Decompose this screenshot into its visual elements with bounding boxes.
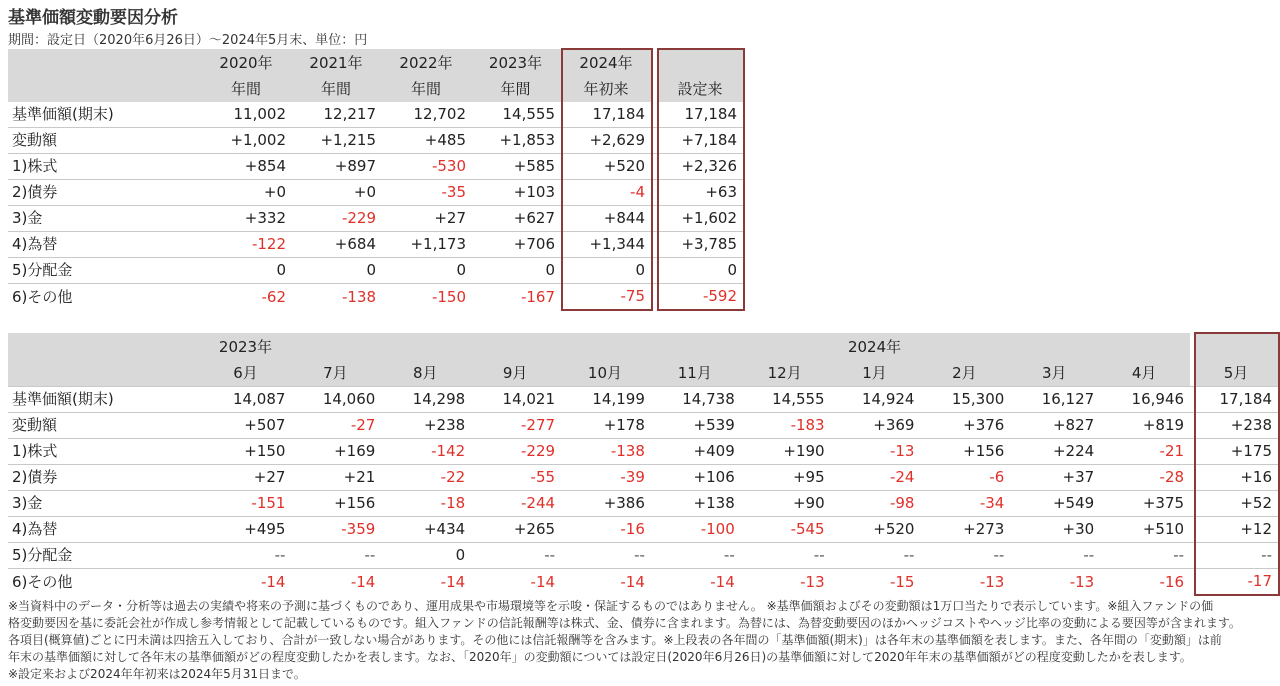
table-cell: +520 <box>831 517 921 543</box>
table-cell: 14,738 <box>651 387 741 413</box>
table-cell: 14,924 <box>831 387 921 413</box>
table-cell: -14 <box>471 569 561 596</box>
table-row <box>8 128 744 154</box>
table-cell: -592 <box>658 284 744 311</box>
table-cell: -35 <box>382 180 472 206</box>
table-cell: +265 <box>471 517 561 543</box>
table-cell: -244 <box>471 491 561 517</box>
header-since-inception: 設定来 <box>658 76 744 102</box>
table-cell: +150 <box>202 439 292 465</box>
table-cell: 16,127 <box>1010 387 1100 413</box>
table-cell: 0 <box>562 258 652 284</box>
table-cell: +224 <box>1010 439 1100 465</box>
row-label: 3)金 <box>8 206 202 232</box>
table-cell: 0 <box>381 543 471 569</box>
table-cell: -- <box>920 543 1010 569</box>
table-cell: +1,002 <box>202 128 292 154</box>
table-cell: +539 <box>651 413 741 439</box>
table-row <box>8 284 744 311</box>
table-cell: +485 <box>382 128 472 154</box>
table-cell: -27 <box>291 413 381 439</box>
table-cell: -- <box>651 543 741 569</box>
table-cell: +0 <box>202 180 292 206</box>
table-cell: +1,853 <box>472 128 562 154</box>
table-row <box>8 206 744 232</box>
table-cell: +175 <box>1195 439 1279 465</box>
table-cell: +549 <box>1010 491 1100 517</box>
row-label: 1)株式 <box>8 154 202 180</box>
table-cell: -- <box>202 543 292 569</box>
page-title: 基準価額変動要因分析 <box>8 8 178 28</box>
table-cell: -39 <box>561 465 651 491</box>
table-cell: +386 <box>561 491 651 517</box>
row-label: 4)為替 <box>8 232 202 258</box>
table-cell: +684 <box>292 232 382 258</box>
table-cell: +178 <box>561 413 651 439</box>
table-cell: -167 <box>472 284 562 311</box>
table-cell: +12 <box>1195 517 1279 543</box>
table-cell: +27 <box>202 465 292 491</box>
header-annual-2020: 年間 <box>202 76 292 102</box>
header-month: 4月 <box>1100 360 1190 387</box>
table-row <box>8 439 1279 465</box>
table-cell: +409 <box>651 439 741 465</box>
header-year-2024: 2024年 <box>831 333 921 360</box>
table-cell: +190 <box>741 439 831 465</box>
table1-header-row-bottom <box>8 76 744 102</box>
table-cell: -75 <box>562 284 652 311</box>
table-cell: +375 <box>1100 491 1190 517</box>
table-cell: +369 <box>831 413 921 439</box>
table-cell: +510 <box>1100 517 1190 543</box>
table-cell: 14,199 <box>561 387 651 413</box>
table-cell: +2,326 <box>658 154 744 180</box>
table-cell: -16 <box>1100 569 1190 596</box>
table-cell: -138 <box>561 439 651 465</box>
row-label: 1)株式 <box>8 439 202 465</box>
table-cell: +495 <box>202 517 292 543</box>
table-cell: +854 <box>202 154 292 180</box>
table-cell: 12,217 <box>323 105 376 123</box>
table-cell: 12,702 <box>413 105 466 123</box>
table-cell: -6 <box>920 465 1010 491</box>
table-cell: -359 <box>291 517 381 543</box>
table-row <box>8 543 1279 569</box>
table-cell: +897 <box>292 154 382 180</box>
table-cell: 15,300 <box>920 387 1010 413</box>
header-month: 8月 <box>381 360 471 387</box>
table-cell: +376 <box>920 413 1010 439</box>
table-cell: -24 <box>831 465 921 491</box>
header-since-inception-top <box>658 49 744 76</box>
table-cell: +95 <box>741 465 831 491</box>
table-cell: -183 <box>741 413 831 439</box>
table-row <box>8 102 744 128</box>
header-blank-cell <box>8 49 202 76</box>
table-cell: +156 <box>291 491 381 517</box>
header-month-latest: 5月 <box>1195 360 1279 387</box>
table-cell: -- <box>1100 543 1190 569</box>
table-cell: -- <box>831 543 921 569</box>
table-cell: +169 <box>291 439 381 465</box>
header-month: 7月 <box>291 360 381 387</box>
header-month: 2月 <box>920 360 1010 387</box>
row-label: 基準価額(期末) <box>8 387 202 413</box>
header-month: 6月 <box>202 360 292 387</box>
footnote-line: 各項目(概算値)ごとに円未満は四捨五入しており、合計が一致しない場合があります。その他には信託報酬等を含みます。※上段表の各年間の「基準価額(期末)」は各年末の基準価額を表します。また、各年間の「変動額」は前 <box>8 633 1222 647</box>
header-blank-cell <box>8 76 202 102</box>
table-cell: +819 <box>1100 413 1190 439</box>
table1-header-row-top <box>8 49 744 76</box>
table-cell: -17 <box>1195 569 1279 596</box>
table-cell: -16 <box>561 517 651 543</box>
table-cell: 14,060 <box>291 387 381 413</box>
table-cell: -13 <box>831 439 921 465</box>
footnote-line: ※設定来および2024年年初来は2024年5月31日まで。 <box>8 667 306 681</box>
table-cell: -13 <box>741 569 831 596</box>
header-annual-2021: 年間 <box>292 76 382 102</box>
table-cell: 0 <box>658 258 744 284</box>
row-label: 変動額 <box>8 413 202 439</box>
table-cell: +2,629 <box>562 128 652 154</box>
table-row <box>8 569 1279 596</box>
header-ytd: 年初来 <box>562 76 652 102</box>
table-cell: 17,184 <box>562 102 652 128</box>
table-cell: +7,184 <box>658 128 744 154</box>
header-year-2024: 2024年 <box>562 49 652 76</box>
table-cell: -14 <box>381 569 471 596</box>
table-cell: +273 <box>920 517 1010 543</box>
table-cell: +706 <box>472 232 562 258</box>
header-month: 3月 <box>1010 360 1100 387</box>
table-cell: 14,555 <box>741 387 831 413</box>
table-cell: -13 <box>1010 569 1100 596</box>
table-cell: -34 <box>920 491 1010 517</box>
table-cell: -13 <box>920 569 1010 596</box>
row-label: 2)債券 <box>8 465 202 491</box>
footnote-line: ※当資料中のデータ・分析等は過去の実績や将来の予測に基づくものであり、運用成果や市場環境等を示唆・保証するものではありません。 ※基準価額およびその変動額は1万口当たりで表示しています。※組入ファンドの価 <box>8 599 1214 613</box>
table-cell: +21 <box>291 465 381 491</box>
table-cell: 14,555 <box>502 105 555 123</box>
table-cell: -277 <box>471 413 561 439</box>
table-cell: -- <box>1010 543 1100 569</box>
table-row <box>8 413 1279 439</box>
table-cell: 11,002 <box>233 105 286 123</box>
table-cell: 0 <box>472 258 562 284</box>
row-label: 基準価額(期末) <box>12 105 114 123</box>
table-cell: +238 <box>1195 413 1279 439</box>
table-cell: +520 <box>562 154 652 180</box>
row-label: 6)その他 <box>8 569 202 596</box>
row-label: 4)為替 <box>8 517 202 543</box>
table-cell: -14 <box>291 569 381 596</box>
table-cell: -229 <box>292 206 382 232</box>
table-cell: -62 <box>202 284 292 311</box>
table-cell: +507 <box>202 413 292 439</box>
table-cell: -55 <box>471 465 561 491</box>
table-cell: +16 <box>1195 465 1279 491</box>
table-cell: -142 <box>381 439 471 465</box>
header-month: 1月 <box>831 360 921 387</box>
table-row <box>8 465 1279 491</box>
table-cell: -14 <box>202 569 292 596</box>
header-month: 12月 <box>741 360 831 387</box>
header-year-2020: 2020年 <box>202 49 292 76</box>
table-cell: 0 <box>382 258 472 284</box>
table-row <box>8 232 744 258</box>
header-year-2021: 2021年 <box>292 49 382 76</box>
table-cell: 14,298 <box>381 387 471 413</box>
header-annual-2023: 年間 <box>472 76 562 102</box>
row-label: 3)金 <box>8 491 202 517</box>
table-cell: +627 <box>472 206 562 232</box>
table-row <box>8 517 1279 543</box>
header-month: 9月 <box>471 360 561 387</box>
table-cell: -150 <box>382 284 472 311</box>
table-cell: +37 <box>1010 465 1100 491</box>
table-cell: -4 <box>562 180 652 206</box>
table-cell: -100 <box>651 517 741 543</box>
table-cell: +103 <box>472 180 562 206</box>
table-cell: -- <box>471 543 561 569</box>
annual-change-table <box>8 48 745 311</box>
row-label: 6)その他 <box>8 284 202 311</box>
table-cell: 16,946 <box>1100 387 1190 413</box>
table-cell: -14 <box>651 569 741 596</box>
table-cell: +844 <box>562 206 652 232</box>
table-cell: +106 <box>651 465 741 491</box>
table-row <box>8 154 744 180</box>
table-cell: +52 <box>1195 491 1279 517</box>
table-cell: -15 <box>831 569 921 596</box>
table-cell: 14,021 <box>471 387 561 413</box>
table-cell: -14 <box>561 569 651 596</box>
table-cell: -- <box>561 543 651 569</box>
header-annual-2022: 年間 <box>382 76 472 102</box>
table-cell: -21 <box>1100 439 1190 465</box>
table-row <box>8 258 744 284</box>
table-cell: -122 <box>202 232 292 258</box>
table-cell: -530 <box>382 154 472 180</box>
table-cell: -545 <box>741 517 831 543</box>
table-cell: +585 <box>472 154 562 180</box>
table-cell: 0 <box>292 258 382 284</box>
table-row <box>8 180 744 206</box>
table-row <box>8 491 1279 517</box>
table-cell: +156 <box>920 439 1010 465</box>
footnote-line: 格変動要因を基に委託会社が作成し参考情報として記載しているものです。組入ファンドの信託報酬等は株式、金、債券に含まれます。為替には、為替変動要因のほかヘッジコストやヘッジ比率の変動による要因等が含まれます。 <box>8 616 1241 630</box>
table-cell: +63 <box>658 180 744 206</box>
table-cell: 17,184 <box>658 102 744 128</box>
table-cell: -- <box>291 543 381 569</box>
table-cell: +90 <box>741 491 831 517</box>
table-cell: 17,184 <box>1195 387 1279 413</box>
table2-header-row-month <box>8 360 1279 387</box>
table-cell: -18 <box>381 491 471 517</box>
table-cell: -22 <box>381 465 471 491</box>
row-label: 変動額 <box>8 128 202 154</box>
header-month: 11月 <box>651 360 741 387</box>
header-year-2022: 2022年 <box>382 49 472 76</box>
table-cell: +138 <box>651 491 741 517</box>
page-subtitle: 期間：設定日（2020年6月26日）～2024年5月末、単位：円 <box>8 33 368 48</box>
row-label: 2)債券 <box>8 180 202 206</box>
table-cell: -98 <box>831 491 921 517</box>
table-cell: -229 <box>471 439 561 465</box>
footnote-line: 年末の基準価額に対して各年末の基準価額がどの程度変動したかを表します。なお、「2020年」の変動額については設定日(2020年6月26日)の基準価額に対して2020年年末の基準価額がどの程度変動したかを表します。 <box>8 650 1192 664</box>
table-cell: +1,602 <box>658 206 744 232</box>
table-cell: 14,087 <box>202 387 292 413</box>
table-cell: +0 <box>292 180 382 206</box>
header-year-2023: 2023年 <box>202 333 292 360</box>
table-cell: +1,173 <box>382 232 472 258</box>
table-cell: +1,344 <box>562 232 652 258</box>
table-cell: +827 <box>1010 413 1100 439</box>
table-cell: -151 <box>202 491 292 517</box>
table-cell: -138 <box>292 284 382 311</box>
table-cell: +1,215 <box>292 128 382 154</box>
table-cell: -- <box>741 543 831 569</box>
table-cell: +3,785 <box>658 232 744 258</box>
row-label: 5)分配金 <box>8 258 202 284</box>
row-label: 5)分配金 <box>8 543 202 569</box>
table-cell: 0 <box>202 258 292 284</box>
table-row <box>8 387 1279 413</box>
table-cell: +238 <box>381 413 471 439</box>
table-cell: +27 <box>382 206 472 232</box>
monthly-change-table <box>8 332 1280 596</box>
table-cell: +30 <box>1010 517 1100 543</box>
table2-header-row-year <box>8 333 1279 360</box>
table-cell: +332 <box>202 206 292 232</box>
header-year-2023: 2023年 <box>472 49 562 76</box>
table-cell: -- <box>1195 543 1279 569</box>
header-month: 10月 <box>561 360 651 387</box>
table-cell: +434 <box>381 517 471 543</box>
table-cell: -28 <box>1100 465 1190 491</box>
